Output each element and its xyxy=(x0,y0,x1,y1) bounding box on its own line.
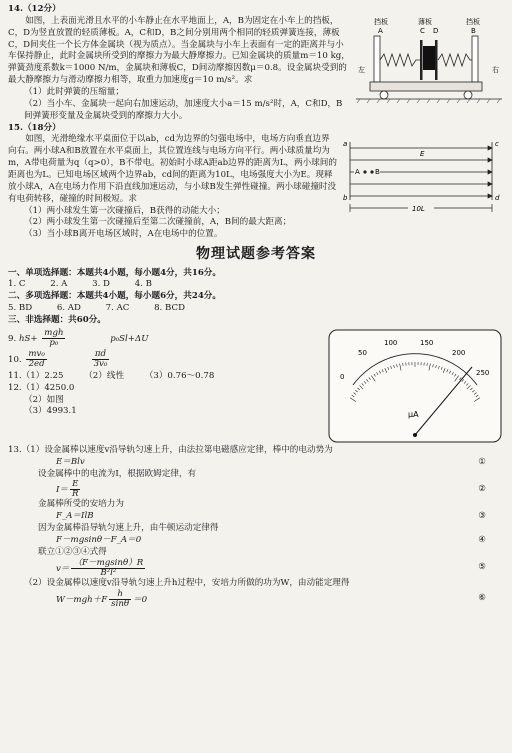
q14-header: 14.（12分） xyxy=(8,4,61,14)
equation-6: W－mgh＋F $\frac{h}{\sin\theta}$ ＝0 ⑥ xyxy=(56,588,486,609)
answer-13-line-5: 联立①②③④式得 xyxy=(38,546,107,557)
q15-item-2: （2）两小球发生第一次碰撞后至第二次碰撞前，A，B间的最大距离； xyxy=(24,217,292,228)
label-C: C xyxy=(420,26,425,35)
q15-header: 15.（18分） xyxy=(8,122,61,133)
answer-12-1: 12.（1）4250.0 xyxy=(8,382,75,393)
label-ball-A: A xyxy=(355,168,360,177)
ball-a xyxy=(363,171,366,174)
q15-item-3: （3）当小球B离开电场区域时，A在电场中的位置。 xyxy=(24,229,223,240)
equation-5: v＝ $\frac{(F-mgsin\theta)R}{\text{B²l²}}$ ⑤ xyxy=(56,557,486,578)
label-baffle-a: 挡板 xyxy=(374,17,388,26)
answer-13-line-2: 设金属棒中的电流为I，根据欧姆定律，有 xyxy=(38,468,197,479)
q15-body: 如图，光滑绝缘水平桌面位于以ab，cd为边界的匀强电场中，电场方向垂直边界向右。两小球A和B放置在水平桌面上，其位置连线与电场方向平行。两小球质量均为m，A带电荷量为q（q>0），B不带电。初始时小球A距ab边界的距离为L，两小球间的距离也为L。已知电场区域两个边界ab，cd间的距离为10L，电场强度大小为E。现释放小球A，A在电场力作用下沿直线加速运动，与小球B发生弹性碰撞。两小球碰撞时没有电荷转移，碰撞的时间极短。求 xyxy=(8,134,337,204)
section2-answers xyxy=(8,303,504,315)
cart-diagram xyxy=(354,16,504,108)
answer-10-fraction-1: $\frac{\text{mv₀}}{2ed}$ xyxy=(28,348,45,369)
label-ball-B: B xyxy=(375,168,380,177)
answer-3: 3. D xyxy=(92,279,110,290)
answer-12-3: （3）4993.1 xyxy=(24,406,77,417)
label-B: B xyxy=(471,26,476,35)
baffle-a xyxy=(374,36,380,82)
answer-13-line-6: （2）设金属棒以速度v沿导轨匀速上升h过程中，安培力所做的功为W，由动能定理得 xyxy=(24,577,350,588)
answer-11: 11.（1）2.25 （2）线性 （3）0.76～0.78 xyxy=(8,370,215,381)
label-baffle-b: 挡板 xyxy=(466,17,480,26)
q14-body: 如图，上表面光滑且水平的小车静止在水平地面上，A，B为固定在小车上的挡板，C，D为竖直放置的轻质薄板。A，C和D，B之间分别用两个相同的轻质弹簧连接，薄板C，D间夹住一个长方体金属块（视为质点）。当金属块与小车上表面有一定的距离并与小车保持静止，此时金属块所受到的摩擦力为最大静摩擦力。已知金属块的质量m＝10 kg，弹簧劲度系数k＝1000 N/m，金属块和薄板C，D间动摩擦因数μ＝0.8。设金属块受到的最大静摩擦力与滑动摩擦力相等，取重力加速度g＝10 m/s²。求 xyxy=(8,15,350,86)
tick-label-150: 150 xyxy=(420,338,434,347)
label-A: A xyxy=(378,26,383,35)
section1-header: 一、单项选择题：本题共4小题，每小题4分，共16分。 xyxy=(8,267,221,278)
q15-text xyxy=(8,134,338,229)
label-b: b xyxy=(343,194,348,203)
section1-answers xyxy=(8,279,504,291)
equation-3: F_A＝IlB ③ xyxy=(56,511,486,522)
equation-4: F－mgsinθ－F_A＝0 ④ xyxy=(56,534,486,545)
label-left: 左 xyxy=(358,65,365,74)
label-D: D xyxy=(433,26,439,35)
equation-1: E＝Blv ① xyxy=(56,456,486,467)
q14-item-1: （1）此时弹簧的压缩量； xyxy=(24,87,124,98)
q14-block xyxy=(8,16,504,123)
tick-label-200: 200 xyxy=(452,348,466,357)
answer-10-fraction-2: $\frac{\pi d}{\text{3v₀}}$ xyxy=(93,348,108,369)
answer-4: 4. B xyxy=(134,279,152,290)
section2-header: 二、多项选择题：本题共4小题，每小题6分，共24分。 xyxy=(8,291,221,302)
exam-page xyxy=(8,4,504,609)
spring-right xyxy=(438,54,472,66)
q14-text xyxy=(8,16,350,123)
q15-item-1: （1）两小球发生第一次碰撞后，B获得的动能大小； xyxy=(24,205,225,216)
label-thin-plate: 薄板 xyxy=(418,17,432,26)
label-d: d xyxy=(495,194,500,203)
label-E: E xyxy=(420,150,425,159)
wheel-left xyxy=(380,91,388,99)
ball-b xyxy=(370,171,373,174)
answer-13-line-4: 因为金属棒沿导轨匀速上升，由牛顿运动定律得 xyxy=(38,523,219,534)
answer-13-line-3: 金属棒所受的安培力为 xyxy=(38,499,124,510)
answer-1: 1. C xyxy=(8,279,26,290)
baffle-b xyxy=(472,36,478,82)
answer-2: 2. A xyxy=(50,279,68,290)
meter-frame xyxy=(329,330,501,442)
answer-title: 物理试题参考答案 xyxy=(196,246,316,263)
q14-item-2: （2）当小车、金属块一起向右加速运动，加速度大小a＝15 m/s²时，A，C和D，B间弹簧形变量及金属块受到的摩擦力大小。 xyxy=(24,98,343,121)
answer-12-2: （2）如图 xyxy=(24,394,64,405)
microammeter-diagram xyxy=(326,327,504,445)
answer-6: 6. AD xyxy=(56,303,81,314)
metal-block xyxy=(423,46,435,70)
tick-label-100: 100 xyxy=(384,338,398,347)
answer-8: 8. BCD xyxy=(154,303,185,314)
answer-7: 7. AC xyxy=(105,303,130,314)
tick-label-50: 50 xyxy=(358,348,367,357)
section3-header: 三、非选择题：共60分。 xyxy=(8,314,106,325)
tick-label-250: 250 xyxy=(476,368,490,377)
label-c: c xyxy=(495,140,499,149)
plate-c xyxy=(420,40,423,80)
equation-2: I＝ $\frac{E}{R}$ ② xyxy=(56,479,486,500)
needle-pivot xyxy=(413,433,417,437)
answers-9-12 xyxy=(8,327,504,445)
tick-label-0: 0 xyxy=(340,372,345,381)
wheel-right xyxy=(464,91,472,99)
answer-9-second: p₀Sl+ΔU xyxy=(110,333,149,344)
meter-unit: μA xyxy=(408,409,419,419)
label-right: 右 xyxy=(492,65,499,74)
answer-9: 9. hS+ $\frac{\text{mgh}}{\text{p₀}}$ p₀Sl+ΔU xyxy=(8,327,149,348)
plate-d xyxy=(435,40,438,80)
label-a: a xyxy=(343,140,348,149)
cart-body xyxy=(370,82,482,91)
answer-10: 10. $\frac{\text{mv₀}}{2ed}$ $\frac{\pi d}{\text{3v₀}}$ xyxy=(8,348,108,369)
spring-left xyxy=(380,54,420,66)
field-diagram xyxy=(342,134,504,222)
label-distance: 10L xyxy=(412,205,425,214)
answer-13-line-1: 13.（1）设金属棒以速度v沿导轨匀速上升，由法拉第电磁感应定律，棒中的电动势为 xyxy=(8,444,333,455)
answer-5: 5. BD xyxy=(8,303,33,314)
ground-hatch xyxy=(357,99,500,103)
answer-9-fraction: $\frac{\text{mgh}}{\text{p₀}}$ xyxy=(44,327,64,348)
q15-block xyxy=(8,134,504,229)
